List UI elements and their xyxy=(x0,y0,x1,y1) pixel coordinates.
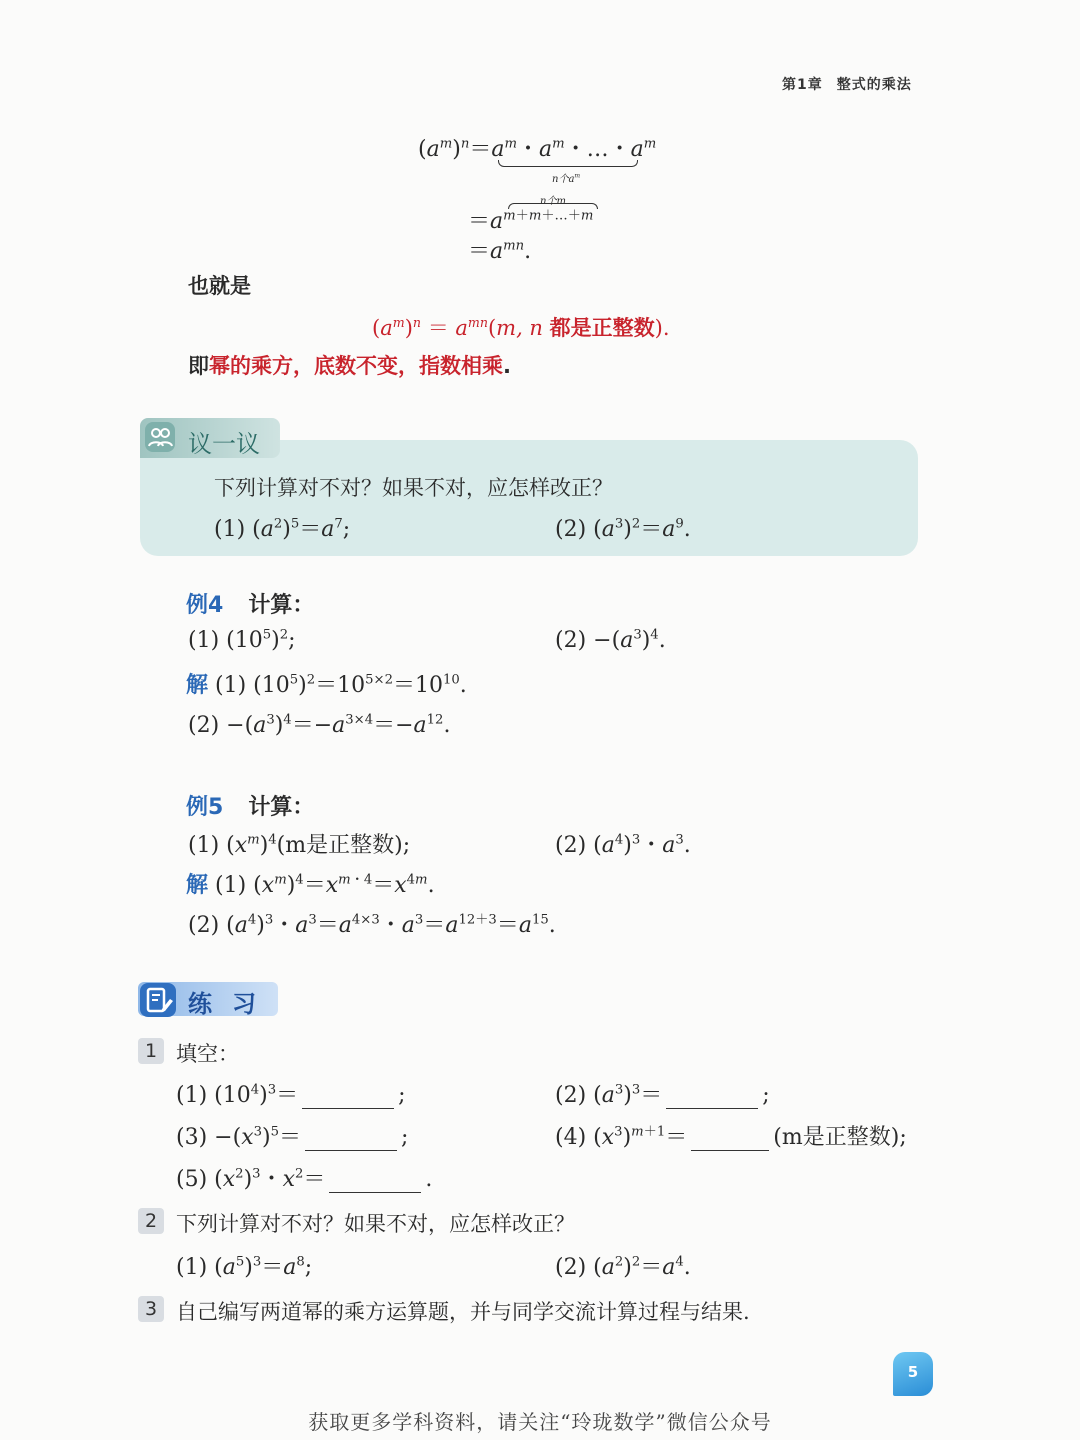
answer-blank[interactable] xyxy=(329,1172,421,1193)
overbrace-note: n个m xyxy=(540,196,566,207)
practice-title: 练习 xyxy=(188,990,276,1018)
derivation-line-2: $=a^{m+m+\dots+m}$ xyxy=(468,208,594,234)
example5-solution1: 解 (1) $(x^m)^4=x^{m・4}=x^{4m}$. xyxy=(186,872,435,898)
q1-item-5: (5) $(x^2)^3$・$x^2=$ . xyxy=(176,1166,433,1192)
chapter-title: 整式的乘法 xyxy=(836,77,912,93)
example4-part1: (1) $(10^5)^2$; xyxy=(188,627,296,653)
question-number-2: 2 xyxy=(138,1208,164,1234)
derivation-line-3: $=a^{mn}$. xyxy=(468,238,532,264)
question-2-text: 下列计算对不对？如果不对，应怎样改正？ xyxy=(176,1212,575,1236)
question-3-text: 自己编写两道幂的乘方运算题，并与同学交流计算过程与结果. xyxy=(176,1300,750,1324)
discussion-item-1: (1) $(a^2)^5=a^7$; xyxy=(214,516,351,542)
q1-item-4: (4) $(x^3)^{m+1}= (m$是正整数); xyxy=(555,1124,907,1150)
example5-part2: (2) $(a^4)^3$・$a^3$. xyxy=(555,832,691,858)
discussion-title: 议一议 xyxy=(188,430,260,458)
discussion-question: 下列计算对不对？如果不对，应怎样改正？ xyxy=(214,476,613,500)
derivation-line-1: $(a^m)^n=a^m$・$a^m$・…・$a^m$ xyxy=(418,136,657,162)
question-1-text: 填空： xyxy=(176,1042,239,1066)
discussion-item-2: (2) $(a^3)^2=a^9$. xyxy=(555,516,691,542)
q1-item-2: (2) $(a^3)^3=$ ; xyxy=(555,1082,770,1108)
rule-formula: $(a^m)^n = a^{mn}(m$, n 都是正整数). xyxy=(372,315,670,340)
page-number-badge: 5 xyxy=(893,1352,933,1396)
brace-note: n个$a^m$ xyxy=(552,172,581,185)
q2-item-2: (2) $(a^2)^2=a^4$. xyxy=(555,1254,691,1280)
underbrace xyxy=(498,160,638,167)
rule-statement: 即幂的乘方，底数不变，指数相乘. xyxy=(188,354,511,378)
answer-blank[interactable] xyxy=(302,1088,394,1109)
example4-solution1: 解 (1) $(10^5)^2=10^{5\times 2}=10^{10}$. xyxy=(186,672,467,698)
notebook-pencil-icon xyxy=(140,983,176,1017)
example4-label: 例4 xyxy=(186,593,224,618)
example5-part1: (1) $(x^m)^4(m$是正整数); xyxy=(188,832,411,858)
question-number-3: 3 xyxy=(138,1296,164,1322)
answer-blank[interactable] xyxy=(305,1130,397,1151)
example5-solution2: (2) $(a^4)^3$・$a^3=a^{4\times 3}$・$a^3=a^{12+3}=a^{15}$. xyxy=(188,912,556,938)
q1-item-3: $(3) -(x^3)^5=$ ; xyxy=(176,1124,409,1150)
answer-blank[interactable] xyxy=(666,1088,758,1109)
question-number-1: 1 xyxy=(138,1038,164,1064)
answer-blank[interactable] xyxy=(691,1130,769,1151)
chapter-header xyxy=(782,74,912,94)
people-icon xyxy=(145,422,175,452)
rule-intro: 也就是 xyxy=(188,274,251,298)
example4-part2: $(2) -(a^3)^4$. xyxy=(555,627,666,653)
q2-item-1: (1) $(a^5)^3=a^8$; xyxy=(176,1254,313,1280)
example5-label: 例5 xyxy=(186,795,224,820)
chapter-number: 第1章 xyxy=(782,77,823,93)
example5-heading: 例5 计算： xyxy=(186,795,315,820)
example4-heading: 例4 计算： xyxy=(186,593,315,618)
footer-note: 获取更多学科资料，请关注“玲珑数学”微信公众号 xyxy=(308,1410,772,1434)
q1-item-1: (1) $(10^4)^3=$ ; xyxy=(176,1082,406,1108)
example4-solution2: $(2) -(a^3)^4=-a^{3\times 4}=-a^{12}$. xyxy=(188,712,451,738)
